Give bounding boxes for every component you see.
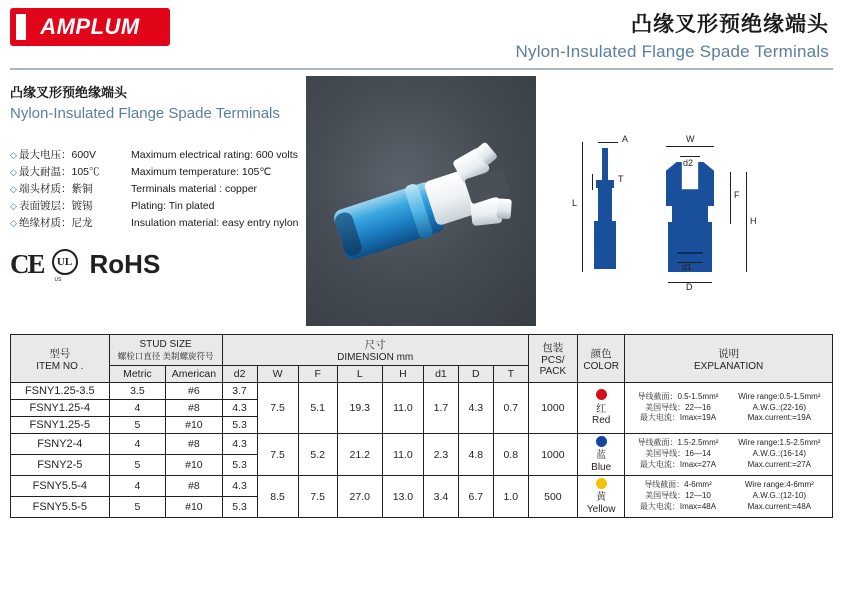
exp-cn-2: 美国导线：22—16 bbox=[645, 402, 711, 412]
exp-en-2: A.W.G.:(16-14) bbox=[752, 449, 807, 459]
cell-color bbox=[578, 434, 625, 476]
front-view-d1 bbox=[677, 252, 703, 254]
th-dimension-en: DIMENSION mm bbox=[337, 352, 414, 363]
th-item-no-en: ITEM NO . bbox=[36, 360, 84, 372]
spec-list bbox=[10, 148, 300, 231]
exp-cn-1: 导线截面：4-6mm² bbox=[644, 480, 712, 490]
dim-label-l-left: L bbox=[572, 198, 578, 208]
th-american: American bbox=[166, 366, 223, 383]
side-view-tongue bbox=[602, 148, 608, 182]
exp-cn-1: 导线截面：1.5-2.5mm² bbox=[637, 438, 719, 448]
cell-american: #6 bbox=[166, 383, 223, 400]
exp-cn-2: 美国导线：12—10 bbox=[645, 491, 711, 501]
fork-tip-bottom bbox=[497, 198, 512, 219]
cell-metric: 5 bbox=[109, 455, 166, 476]
spec-label-en: Plating: Tin plated bbox=[131, 199, 215, 212]
cell-d2: 5.3 bbox=[222, 455, 257, 476]
cell-item-no: FSNY1.25-4 bbox=[11, 400, 110, 417]
dim-label-d: D bbox=[686, 282, 693, 292]
th-pack-en2: PACK bbox=[539, 366, 567, 377]
table-header-row-1 bbox=[11, 335, 833, 366]
cell-f: 7.5 bbox=[298, 476, 337, 518]
logo-accent-bar bbox=[16, 14, 26, 40]
cell-pack: 500 bbox=[528, 476, 577, 518]
th-pack-cn: 包装 bbox=[542, 342, 564, 354]
explanation-line bbox=[627, 460, 830, 471]
dim-a-line bbox=[598, 142, 618, 143]
th-metric: Metric bbox=[109, 366, 166, 383]
cell-h: 11.0 bbox=[382, 434, 423, 476]
explanation-line bbox=[627, 480, 830, 491]
spec-item bbox=[10, 216, 300, 231]
terminal-illustration bbox=[321, 125, 522, 284]
spec-label-cn: 最大电压：600V bbox=[19, 148, 97, 161]
front-view-fork bbox=[666, 162, 714, 206]
cell-pack: 1000 bbox=[528, 383, 577, 434]
spec-item bbox=[10, 199, 300, 214]
explanation-line bbox=[627, 413, 830, 424]
explanation-line bbox=[627, 438, 830, 449]
table-row bbox=[11, 476, 833, 497]
th-stud-size-en: STUD SIZE bbox=[139, 338, 192, 350]
th-color-cn: 颜色 bbox=[590, 347, 612, 360]
th-dim-f: F bbox=[298, 366, 337, 383]
cell-h: 13.0 bbox=[382, 476, 423, 518]
table-body bbox=[11, 383, 833, 518]
dim-f-line bbox=[730, 172, 731, 224]
bullet-icon: ◇ bbox=[10, 166, 17, 177]
bullet-icon: ◇ bbox=[10, 217, 17, 228]
exp-en-2: A.W.G.:(12-10) bbox=[752, 491, 807, 501]
spec-label-cn: 最大耐温：105℃ bbox=[19, 165, 100, 178]
cell-t: 0.8 bbox=[493, 434, 528, 476]
specification-table bbox=[10, 334, 833, 518]
cell-metric: 4 bbox=[109, 476, 166, 497]
th-dimension-cn: 尺寸 bbox=[364, 339, 386, 351]
color-label-en: Blue bbox=[591, 461, 612, 473]
th-dim-d1: d1 bbox=[423, 366, 458, 383]
dim-h-line bbox=[746, 172, 747, 272]
cell-pack: 1000 bbox=[528, 434, 577, 476]
exp-cn-3: 最大电流：Imax=27A bbox=[639, 459, 717, 469]
cell-item-no: FSNY5.5-4 bbox=[11, 476, 110, 497]
explanation-line bbox=[627, 403, 830, 414]
th-explanation bbox=[625, 335, 833, 383]
cell-american: #10 bbox=[166, 417, 223, 434]
th-dimension bbox=[222, 335, 528, 366]
th-explanation-en: EXPLANATION bbox=[694, 360, 764, 372]
cell-d: 4.3 bbox=[458, 383, 493, 434]
spec-label-en: Maximum temperature: 105℃ bbox=[131, 165, 272, 178]
exp-cn-1: 导线截面：0.5-1.5mm² bbox=[637, 391, 719, 401]
th-color bbox=[578, 335, 625, 383]
exp-en-1: Wire range:0.5-1.5mm² bbox=[738, 391, 821, 401]
color-label-cn: 蓝 bbox=[596, 450, 607, 462]
exp-en-3: Max.current:=19A bbox=[747, 413, 812, 423]
cell-item-no: FSNY2-4 bbox=[11, 434, 110, 455]
bullet-icon: ◇ bbox=[10, 149, 17, 160]
cell-color bbox=[578, 383, 625, 434]
color-label-cn: 红 bbox=[596, 403, 607, 415]
ul-circle: UL bbox=[52, 249, 78, 275]
dim-label-h: H bbox=[750, 216, 757, 226]
th-pack bbox=[528, 335, 577, 383]
exp-en-1: Wire range:4-6mm² bbox=[744, 480, 814, 490]
cell-w: 7.5 bbox=[257, 383, 298, 434]
cell-d: 6.7 bbox=[458, 476, 493, 518]
cell-american: #10 bbox=[166, 497, 223, 518]
cell-d2: 3.7 bbox=[222, 383, 257, 400]
dim-label-a: A bbox=[622, 134, 629, 144]
explanation-line bbox=[627, 502, 830, 513]
th-dim-d: D bbox=[458, 366, 493, 383]
page-header bbox=[0, 0, 843, 62]
table-row bbox=[11, 434, 833, 455]
cell-american: #8 bbox=[166, 434, 223, 455]
ce-mark-icon: CE bbox=[10, 248, 44, 279]
table-head bbox=[11, 335, 833, 383]
front-view-flange bbox=[672, 204, 708, 224]
side-view-barrel bbox=[594, 221, 616, 269]
technical-drawing bbox=[546, 76, 833, 326]
th-pack-en1: PCS/ bbox=[541, 355, 565, 366]
bullet-icon: ◇ bbox=[10, 200, 17, 211]
cell-l: 27.0 bbox=[337, 476, 382, 518]
color-label-cn: 黄 bbox=[596, 492, 607, 504]
rohs-mark-icon: RoHS bbox=[89, 248, 161, 279]
ul-mark-icon bbox=[52, 249, 82, 284]
th-dim-t: T bbox=[493, 366, 528, 383]
cell-w: 7.5 bbox=[257, 434, 298, 476]
cell-l: 19.3 bbox=[337, 383, 382, 434]
product-overview bbox=[0, 70, 843, 326]
spec-label-en: Insulation material: easy entry nylon bbox=[131, 216, 299, 229]
dim-label-d1: d1 bbox=[682, 262, 693, 272]
side-view-neck bbox=[598, 186, 612, 222]
cell-h: 11.0 bbox=[382, 383, 423, 434]
bullet-icon: ◇ bbox=[10, 183, 17, 194]
header-title-en: Nylon-Insulated Flange Spade Terminals bbox=[515, 42, 829, 61]
exp-cn-3: 最大电流：Imax=19A bbox=[639, 413, 717, 423]
th-dim-l: L bbox=[337, 366, 382, 383]
cell-item-no: FSNY2-5 bbox=[11, 455, 110, 476]
dim-label-f: F bbox=[734, 190, 740, 200]
dim-l-left-line bbox=[582, 142, 583, 272]
cell-item-no: FSNY1.25-5 bbox=[11, 417, 110, 434]
cell-d1: 1.7 bbox=[423, 383, 458, 434]
cell-d2: 5.3 bbox=[222, 497, 257, 518]
cell-item-no: FSNY1.25-3.5 bbox=[11, 383, 110, 400]
product-info bbox=[10, 76, 300, 326]
spec-label-en: Terminals material : copper bbox=[131, 182, 258, 195]
product-photo bbox=[306, 76, 536, 326]
dim-label-d2: d2 bbox=[683, 158, 694, 168]
color-swatch-icon bbox=[596, 389, 607, 400]
cell-t: 0.7 bbox=[493, 383, 528, 434]
cell-american: #8 bbox=[166, 400, 223, 417]
dim-t-line bbox=[592, 174, 593, 190]
exp-en-3: Max.current:=27A bbox=[747, 459, 812, 469]
th-explanation-cn: 说明 bbox=[718, 347, 740, 360]
cell-explanation bbox=[625, 434, 833, 476]
cell-f: 5.2 bbox=[298, 434, 337, 476]
logo-text: AMPLUM bbox=[40, 14, 140, 39]
table-row bbox=[11, 383, 833, 400]
explanation-line bbox=[627, 491, 830, 502]
cell-metric: 4 bbox=[109, 434, 166, 455]
color-label-en: Yellow bbox=[586, 503, 616, 515]
th-item-no bbox=[11, 335, 110, 383]
certification-marks bbox=[10, 248, 300, 284]
explanation-line bbox=[627, 449, 830, 460]
cell-d: 4.8 bbox=[458, 434, 493, 476]
th-stud-size-cn: 螺栓口直径 美制螺旋符号 bbox=[117, 350, 214, 361]
dim-label-w: W bbox=[686, 134, 695, 144]
cell-d2: 5.3 bbox=[222, 417, 257, 434]
dim-label-t: T bbox=[618, 174, 624, 184]
cell-t: 1.0 bbox=[493, 476, 528, 518]
exp-cn-3: 最大电流：Imax=48A bbox=[639, 501, 717, 511]
exp-en-2: A.W.G.:(22-16) bbox=[752, 402, 807, 412]
cell-w: 8.5 bbox=[257, 476, 298, 518]
spec-item bbox=[10, 182, 300, 197]
spec-label-cn: 绝缘材质：尼龙 bbox=[19, 216, 93, 229]
cell-color bbox=[578, 476, 625, 518]
header-titles bbox=[516, 8, 833, 62]
exp-en-1: Wire range:1.5-2.5mm² bbox=[738, 438, 821, 448]
cell-metric: 5 bbox=[109, 417, 166, 434]
th-dim-w: W bbox=[257, 366, 298, 383]
ul-sub-text: US bbox=[54, 277, 62, 284]
th-dim-d2: d2 bbox=[222, 366, 257, 383]
spec-label-cn: 端头材质：紫铜 bbox=[19, 182, 93, 195]
product-name-en: Nylon-Insulated Flange Spade Terminals bbox=[10, 105, 280, 122]
color-swatch-icon bbox=[596, 436, 607, 447]
th-stud-size bbox=[109, 335, 222, 366]
th-item-no-cn: 型号 bbox=[49, 347, 71, 360]
cell-d2: 4.3 bbox=[222, 400, 257, 417]
color-swatch-icon bbox=[596, 478, 607, 489]
cell-f: 5.1 bbox=[298, 383, 337, 434]
spec-item bbox=[10, 165, 300, 180]
cell-d1: 3.4 bbox=[423, 476, 458, 518]
spec-label-cn: 表面镀层：镀锡 bbox=[19, 199, 93, 212]
spec-item bbox=[10, 148, 300, 163]
cell-metric: 3.5 bbox=[109, 383, 166, 400]
cell-item-no: FSNY5.5-5 bbox=[11, 497, 110, 518]
brand-logo bbox=[10, 8, 170, 46]
cell-explanation bbox=[625, 383, 833, 434]
th-color-en: COLOR bbox=[583, 360, 619, 372]
cell-l: 21.2 bbox=[337, 434, 382, 476]
exp-cn-2: 美国导线：16—14 bbox=[645, 449, 711, 459]
dim-w-line bbox=[666, 146, 714, 147]
header-title-cn: 凸缘叉形预绝缘端头 bbox=[631, 13, 829, 36]
cell-metric: 4 bbox=[109, 400, 166, 417]
product-name-cn: 凸缘叉形预绝缘端头 bbox=[10, 85, 128, 100]
cell-d2: 4.3 bbox=[222, 476, 257, 497]
color-label-en: Red bbox=[591, 415, 611, 427]
cell-american: #10 bbox=[166, 455, 223, 476]
cell-d2: 4.3 bbox=[222, 434, 257, 455]
cell-american: #8 bbox=[166, 476, 223, 497]
cell-metric: 5 bbox=[109, 497, 166, 518]
cell-d1: 2.3 bbox=[423, 434, 458, 476]
dim-d2-line bbox=[680, 156, 700, 157]
cell-explanation bbox=[625, 476, 833, 518]
spec-label-en: Maximum electrical rating: 600 volts bbox=[131, 148, 298, 161]
explanation-line bbox=[627, 392, 830, 403]
exp-en-3: Max.current:=48A bbox=[747, 501, 812, 511]
th-dim-h: H bbox=[382, 366, 423, 383]
